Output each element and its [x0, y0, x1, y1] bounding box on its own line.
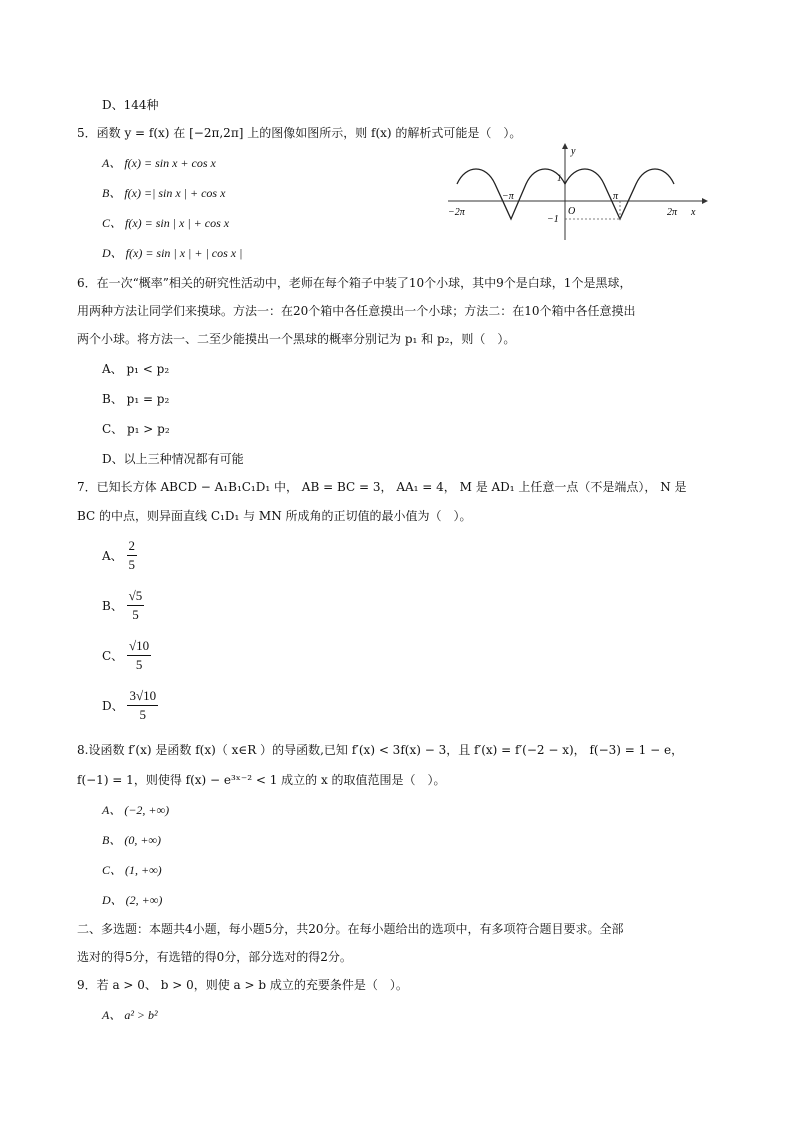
x-axis-arrow	[702, 198, 708, 204]
q7-option-a-label: A、	[102, 549, 123, 563]
q8-option-c: C、 (1, +∞)	[102, 863, 162, 877]
q4-option-d: D、144种	[102, 98, 159, 112]
section-2-heading-line-2: 选对的得5分，有选错的得0分，部分选对的得2分。	[77, 950, 352, 964]
q7-option-a-fraction: $\frac{2}{5}$	[128, 538, 135, 572]
y-axis-arrow	[562, 143, 568, 149]
q7-option-d-label: D、	[102, 699, 124, 713]
q6-line-3: 两个小球。将方法一、二至少能摸出一个黑球的概率分别记为 p₁ 和 p₂，则（ ）。	[77, 332, 516, 346]
q5-function-graph	[440, 140, 710, 245]
q6-option-c: C、 p₁ > p₂	[102, 422, 170, 436]
q6-option-a: A、 p₁ < p₂	[102, 362, 170, 376]
q6-line-2: 用两种方法让同学们来摸球。方法一：在20个箱中各任意摸出一个小球；方法二：在10个箱中各任意摸出	[77, 304, 636, 318]
q8-line-1: 8.设函数 f′(x) 是函数 f(x)（ x∈R ）的导函数,已知 f′(x) < 3f(x) − 3，且 f′(x) = f′(−2 − x)， f(−3) = 1 − e，	[77, 743, 684, 757]
q5-option-b: B、 f(x) =| sin x | + cos x	[102, 186, 226, 200]
q8-option-d: D、 (2, +∞)	[102, 893, 163, 907]
q5-stem: 5．函数 y = f(x) 在 [−2π,2π] 上的图像如图所示，则 f(x) 的解析式可能是（ ）。	[77, 126, 522, 140]
q5-option-c: C、 f(x) = sin | x | + cos x	[102, 216, 230, 230]
q8-line-2: f(−1) = 1，则使得 f(x) − e³ˣ⁻² < 1 成立的 x 的取值范围是（ ）。	[77, 773, 446, 787]
q6-option-d: D、以上三种情况都有可能	[102, 452, 244, 466]
q6-option-b: B、 p₁ = p₂	[102, 392, 170, 406]
y-axis-label: y	[571, 146, 576, 157]
q6-line-1: 6．在一次“概率”相关的研究性活动中，老师在每个箱子中装了10个小球，其中9个是白球，1个是黑球，	[77, 276, 632, 290]
q8-option-b: B、 (0, +∞)	[102, 833, 161, 847]
q7-option-b-label: B、	[102, 599, 123, 613]
section-2-heading: 二、多选题：本题共4小题，每小题5分，共20分。在每小题给出的选项中，有多项符合题目要求。全部	[77, 922, 624, 936]
origin-label: O	[568, 206, 576, 217]
tick-pi: π	[613, 191, 619, 202]
tick-2pi: 2π	[667, 207, 678, 218]
q7-option-d-fraction: $\frac{3√10}{5}$	[129, 688, 157, 722]
q7-option-a	[102, 538, 137, 573]
q7-option-c-label: C、	[102, 649, 124, 663]
q9-stem: 9．若 a > 0、 b > 0，则使 a > b 成立的充要条件是（ ）。	[77, 978, 408, 992]
q5-option-d: D、 f(x) = sin | x | + | cos x |	[102, 246, 243, 260]
tick-neg-pi: −π	[502, 191, 514, 202]
q7-option-d	[102, 688, 158, 723]
y-tick-neg1: −1	[547, 214, 559, 225]
q7-option-b	[102, 588, 144, 623]
q7-option-c-fraction: $\frac{√10}{5}$	[129, 638, 150, 672]
tick-neg-2pi: −2π	[448, 207, 465, 218]
q5-option-a: A、 f(x) = sin x + cos x	[102, 156, 216, 170]
q7-option-c	[102, 638, 151, 673]
q7-line-2: BC 的中点，则异面直线 C₁D₁ 与 MN 所成角的正切值的最小值为（ ）。	[77, 509, 472, 523]
q7-option-b-fraction: $\frac{√5}{5}$	[128, 588, 143, 622]
q7-line-1: 7．已知长方体 ABCD − A₁B₁C₁D₁ 中， AB = BC = 3， AA₁ = 4， M 是 AD₁ 上任意一点（不是端点）， N 是	[77, 480, 687, 494]
q9-option-a: A、 a² > b²	[102, 1008, 158, 1022]
q8-option-a: A、 (−2, +∞)	[102, 803, 170, 817]
x-axis-label: x	[691, 207, 696, 218]
y-tick-1: 1	[557, 173, 562, 183]
